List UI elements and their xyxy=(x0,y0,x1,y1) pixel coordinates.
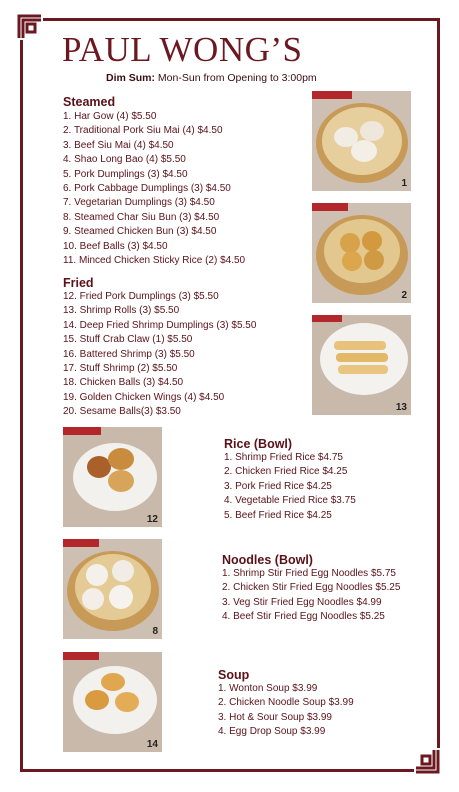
menu-item: 11. Minced Chicken Sticky Rice (2) $4.50 xyxy=(63,255,246,267)
menu-item: 3. Pork Fried Rice $4.25 xyxy=(224,480,332,492)
menu-item: 7. Vegetarian Dumplings (3) $4.50 xyxy=(63,197,215,209)
menu-item: 6. Pork Cabbage Dumplings (3) $4.50 xyxy=(63,183,231,195)
menu-item: 14. Deep Fried Shrimp Dumplings (3) $5.50 xyxy=(63,319,257,331)
menu-item: 3. Hot & Sour Soup $3.99 xyxy=(218,711,332,723)
section-heading-soup: Soup xyxy=(218,668,250,682)
menu-item: 4. Egg Drop Soup $3.99 xyxy=(218,726,326,738)
food-photo-har-gow xyxy=(312,91,411,191)
menu-item: 2. Traditional Pork Siu Mai (4) $4.50 xyxy=(63,125,223,137)
menu-item: 1. Wonton Soup $3.99 xyxy=(218,683,318,694)
restaurant-title: PAUL WONG’S xyxy=(62,30,303,69)
menu-item: 4. Beef Stir Fried Egg Noodles $5.25 xyxy=(222,611,385,623)
menu-item: 3. Beef Siu Mai (4) $4.50 xyxy=(63,139,174,151)
menu-item: 12. Fried Pork Dumplings (3) $5.50 xyxy=(63,291,219,302)
rice-list xyxy=(224,451,356,523)
photo-number: 14 xyxy=(146,739,158,750)
menu-item: 2. Chicken Fried Rice $4.25 xyxy=(224,466,348,478)
photo-number: 2 xyxy=(401,290,407,301)
menu-item: 4. Shao Long Bao (4) $5.50 xyxy=(63,154,186,166)
food-photo-fried-shrimp-dumplings xyxy=(63,652,162,752)
fried-list xyxy=(63,290,256,420)
hours-line xyxy=(106,72,317,84)
photo-number: 12 xyxy=(146,514,158,525)
food-photo-char-siu-bun xyxy=(63,539,162,639)
photo-number: 13 xyxy=(395,402,407,413)
noodles-list xyxy=(222,567,400,625)
photo-number: 1 xyxy=(401,178,407,189)
food-photo-shrimp-rolls xyxy=(312,315,411,415)
menu-item: 4. Vegetable Fried Rice $3.75 xyxy=(224,495,356,507)
menu-item: 2. Chicken Noodle Soup $3.99 xyxy=(218,697,354,709)
har-gow-illustration xyxy=(312,91,411,191)
menu-item: 18. Chicken Balls (3) $4.50 xyxy=(63,377,184,389)
menu-item: 10. Beef Balls (3) $4.50 xyxy=(63,240,168,252)
char-siu-bun-illustration xyxy=(63,539,162,639)
menu-item: 1. Shrimp Stir Fried Egg Noodles $5.75 xyxy=(222,568,396,579)
section-heading-fried: Fried xyxy=(63,276,94,290)
food-photo-siu-mai xyxy=(312,203,411,303)
menu-item: 16. Battered Shrimp (3) $5.50 xyxy=(63,348,195,360)
menu-item: 19. Golden Chicken Wings (4) $4.50 xyxy=(63,391,225,403)
menu-item: 15. Stuff Crab Claw (1) $5.50 xyxy=(63,334,193,346)
section-heading-noodles: Noodles (Bowl) xyxy=(222,553,313,567)
corner-ornament-icon xyxy=(414,748,440,774)
menu-item: 20. Sesame Balls(3) $3.50 xyxy=(63,406,181,418)
menu-item: 17. Stuff Shrimp (2) $5.50 xyxy=(63,363,178,375)
section-heading-steamed: Steamed xyxy=(63,95,116,109)
section-heading-rice: Rice (Bowl) xyxy=(224,437,293,451)
menu-item: 5. Pork Dumplings (3) $4.50 xyxy=(63,168,188,180)
steamed-list xyxy=(63,110,245,268)
corner-ornament-icon xyxy=(17,14,43,40)
menu-item: 13. Shrimp Rolls (3) $5.50 xyxy=(63,305,180,317)
menu-item: 9. Steamed Chicken Bun (3) $4.50 xyxy=(63,226,217,238)
fried-dumplings-illustration xyxy=(63,427,162,527)
fried-shrimp-dumplings-illustration xyxy=(63,652,162,752)
menu-item: 1. Har Gow (4) $5.50 xyxy=(63,111,157,122)
menu-item: 2. Chicken Stir Fried Egg Noodles $5.25 xyxy=(222,582,401,594)
menu-item: 5. Beef Fried Rice $4.25 xyxy=(224,509,332,521)
hours-label: Dim Sum: xyxy=(106,72,156,84)
photo-number: 8 xyxy=(152,626,158,637)
shrimp-rolls-illustration xyxy=(312,315,411,415)
siu-mai-illustration xyxy=(312,203,411,303)
hours-text: Mon-Sun from Opening to 3:00pm xyxy=(155,72,317,84)
food-photo-fried-dumplings xyxy=(63,427,162,527)
soup-list xyxy=(218,682,354,740)
menu-item: 8. Steamed Char Siu Bun (3) $4.50 xyxy=(63,211,220,223)
menu-item: 3. Veg Stir Fried Egg Noodles $4.99 xyxy=(222,596,382,608)
menu-item: 1. Shrimp Fried Rice $4.75 xyxy=(224,452,343,463)
